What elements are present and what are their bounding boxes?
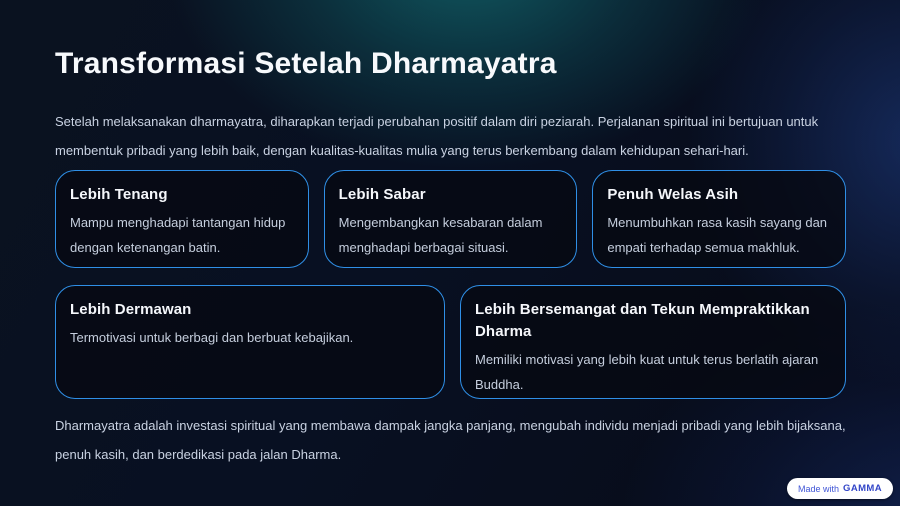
card-lebih-dermawan bbox=[55, 285, 445, 399]
intro-paragraph: Setelah melaksanakan dharmayatra, diharapkan terjadi perubahan positif dalam diri peziarah. Perjalanan spiritual ini bertujuan untuk membentuk pribadi yang lebih baik, dengan kualitas-kualitas mulia yang terus berkembang dalam kehidupan sehari-hari. bbox=[55, 114, 819, 158]
cards-row-top bbox=[55, 170, 846, 268]
card-lebih-sabar bbox=[324, 170, 578, 268]
card-title: Lebih Tenang bbox=[70, 186, 168, 203]
card-body: Mengembangkan kesabaran dalam menghadapi berbagai situasi. bbox=[338, 215, 543, 255]
badge-prefix-label: Made with bbox=[798, 483, 840, 494]
card-body: Memiliki motivasi yang lebih kuat untuk terus berlatih ajaran Buddha. bbox=[475, 352, 819, 392]
card-penuh-welas-asih bbox=[592, 170, 846, 268]
card-body: Mampu menghadapi tantangan hidup dengan ketenangan batin. bbox=[70, 215, 286, 255]
card-title: Penuh Welas Asih bbox=[607, 186, 739, 203]
card-body: Termotivasi untuk berbagi dan berbuat kebajikan. bbox=[70, 330, 354, 345]
cards-row-bottom bbox=[55, 285, 846, 399]
made-with-gamma-badge[interactable] bbox=[787, 478, 893, 499]
card-body: Menumbuhkan rasa kasih sayang dan empati terhadap semua makhluk. bbox=[607, 215, 828, 255]
card-lebih-bersemangat bbox=[460, 285, 846, 399]
gamma-logo: GAMMA bbox=[843, 483, 882, 494]
card-title: Lebih Dermawan bbox=[70, 301, 192, 318]
card-title: Lebih Sabar bbox=[338, 186, 426, 203]
card-title: Lebih Bersemangat dan Tekun Mempraktikkan Dharma bbox=[475, 301, 810, 340]
outro-paragraph: Dharmayatra adalah investasi spiritual yang membawa dampak jangka panjang, mengubah individu menjadi pribadi yang lebih bijaksana, penuh kasih, dan berdedikasi pada jalan Dharma. bbox=[55, 418, 846, 462]
card-lebih-tenang bbox=[55, 170, 309, 268]
page-title: Transformasi Setelah Dharmayatra bbox=[55, 47, 557, 80]
